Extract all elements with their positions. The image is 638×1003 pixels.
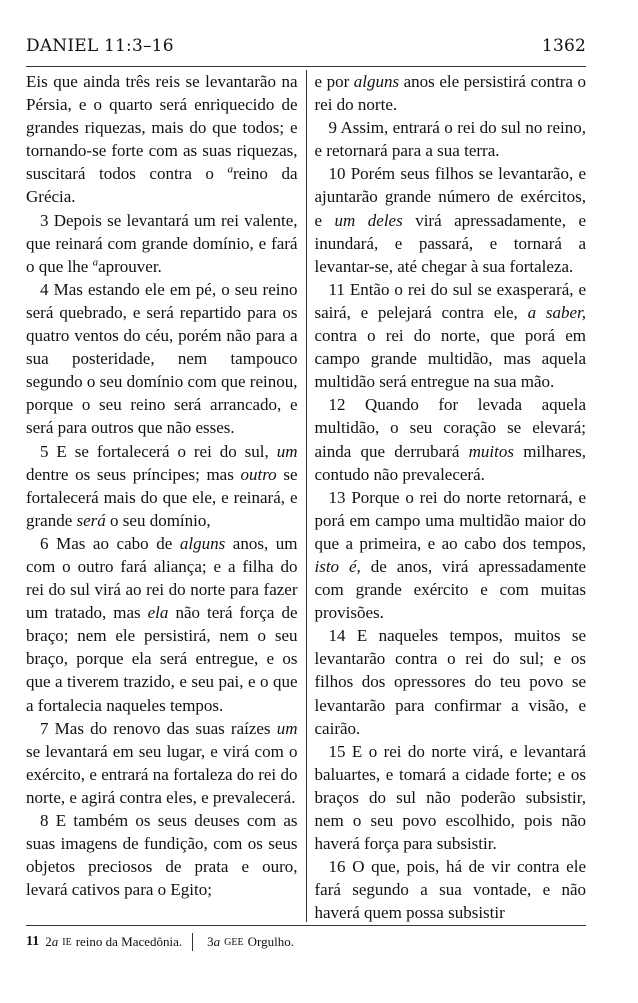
verse-text: 6 Mas ao cabo de bbox=[40, 533, 180, 553]
verse-text: 7 Mas do renovo das suas raízes bbox=[40, 718, 277, 738]
footnote-source: GEE bbox=[224, 936, 244, 948]
italic-text: outro bbox=[240, 464, 277, 484]
verse-text: reino da Grécia. bbox=[26, 164, 298, 207]
footnote-text: reino da Macedônia. bbox=[75, 934, 183, 949]
verse-text: 3 Depois se levantará um rei valente, que reinará com grande domínio, e fará o que lhe bbox=[26, 210, 298, 276]
italic-text: muitos bbox=[468, 441, 514, 461]
footnote-key: a bbox=[51, 934, 59, 949]
italic-text: a saber, bbox=[527, 302, 586, 322]
text-columns bbox=[26, 70, 586, 922]
footnotes bbox=[26, 930, 586, 954]
verse-text: dentre os seus príncipes; mas bbox=[26, 464, 241, 484]
footnote-separator bbox=[192, 933, 193, 951]
verse-text: 14 E naqueles tempos, muitos se levantarão contra o rei do sul; e os filhos dos opressores do teu povo se levantarão para confirmar a visão, e cairão. bbox=[314, 626, 586, 738]
footnote bbox=[45, 934, 182, 950]
verse-text: 13 Porque o rei do norte retornará, e porá em campo uma multidão maior do que a primeira, e ao cabo dos tempos, bbox=[314, 487, 586, 553]
verse-paragraph bbox=[315, 162, 587, 277]
verse-paragraph bbox=[26, 717, 298, 809]
verse-text: e por bbox=[314, 72, 354, 91]
verse-text: virá apressadamente, e inundará, e passará, e tornará a levantar-se, até chegar à sua fortaleza. bbox=[314, 210, 586, 276]
verse-paragraph bbox=[315, 740, 587, 855]
verse-text: 9 Assim, entrará o rei do sul no reino, e retornará para a sua terra. bbox=[314, 118, 586, 161]
left-column bbox=[26, 70, 306, 922]
verse-text: milhares, contudo não prevalecerá. bbox=[314, 441, 586, 484]
verse-text: 10 Porém seus filhos se levantarão, e ajuntarão grande número de exércitos, e bbox=[314, 164, 586, 230]
verse-text: 5 E se fortalecerá o rei do sul, bbox=[40, 441, 277, 461]
footnote-marker: a bbox=[227, 163, 233, 176]
italic-text: um deles bbox=[334, 210, 403, 230]
header-rule bbox=[26, 66, 586, 67]
footnote-key: a bbox=[213, 934, 221, 949]
verse-paragraph bbox=[315, 393, 587, 485]
verse-text: anos ele persistirá contra o rei do norte. bbox=[314, 72, 586, 115]
verse-paragraph bbox=[26, 809, 298, 901]
verse-paragraph bbox=[26, 209, 298, 278]
footnote-chapter: 11 bbox=[26, 934, 40, 949]
footnote-text: Orgulho. bbox=[247, 934, 294, 949]
verse-text: se fortalecerá mais do que ele, e reinará, e grande bbox=[26, 464, 298, 530]
verse-paragraph bbox=[26, 532, 298, 717]
verse-paragraph bbox=[26, 278, 298, 440]
footnote-source: IE bbox=[62, 936, 72, 948]
footnote-verse: 3 bbox=[207, 934, 214, 949]
verse-paragraph bbox=[26, 440, 298, 532]
verse-paragraph bbox=[315, 116, 587, 162]
verse-text: contra o rei do norte, que porá em campo grande multidão, mas aquela multidão será entregue na sua mão. bbox=[314, 326, 586, 392]
verse-text: de anos, virá apressadamente com grande exército e com muitas provisões. bbox=[314, 556, 586, 623]
italic-text: ela bbox=[147, 603, 169, 623]
verse-paragraph bbox=[315, 278, 587, 393]
italic-text: um bbox=[276, 718, 298, 738]
italic-text: um bbox=[276, 441, 298, 461]
verse-text: 16 O que, pois, há de vir contra ele fará segundo a sua vontade, e não haverá quem possa subsistir bbox=[314, 857, 586, 922]
verse-paragraph bbox=[315, 855, 587, 922]
verse-text: anos, um com o outro fará aliança; e a filha do rei do sul virá ao rei do norte para fazer um tratado, mas bbox=[26, 533, 298, 623]
verse-paragraph bbox=[315, 486, 587, 625]
italic-text: alguns bbox=[353, 72, 400, 91]
verse-paragraph bbox=[315, 624, 587, 739]
verse-text: 4 Mas estando ele em pé, o seu reino será quebrado, e será repartido para os quatro ventos do céu, porém não para a sua posteridade, nem tampouco segundo o seu domínio com que reinou, porque o seu reino será arrancado, e será para outros que não esses. bbox=[26, 279, 298, 438]
chapter-reference: DANIEL 11:3–16 bbox=[26, 36, 174, 56]
right-column bbox=[307, 70, 587, 922]
italic-text: será bbox=[76, 510, 106, 530]
footer-rule bbox=[26, 925, 586, 926]
verse-text: o seu domínio, bbox=[105, 510, 211, 530]
footnote-verse: 2 bbox=[45, 934, 52, 949]
footnote bbox=[207, 934, 294, 950]
page-header bbox=[26, 36, 586, 62]
italic-text: isto é, bbox=[314, 556, 361, 576]
verse-text: 11 Então o rei do sul se exasperará, e sairá, e pelejará contra ele, bbox=[314, 279, 586, 322]
verse-continuation bbox=[315, 70, 587, 116]
verse-text: se levantará em seu lugar, e virá com o exército, e entrará na fortaleza do rei do norte, e agirá contra eles, e prevalecerá. bbox=[26, 741, 298, 807]
footnote-marker: a bbox=[92, 256, 99, 269]
verse-text: aprouver. bbox=[98, 256, 162, 276]
page-number: 1362 bbox=[541, 36, 586, 56]
verse-text: Eis que ainda três reis se levantarão na Pérsia, e o quarto será enriquecido de grandes riquezas, mais do que todos; e tornando-se forte com as suas riquezas, suscitará todos contra o bbox=[26, 72, 298, 184]
verse-text: 12 Quando for levada aquela multidão, o seu coração se elevará; ainda que derrubará bbox=[314, 395, 586, 461]
verse-text: 15 E o rei do norte virá, e levantará baluartes, e tomará a cidade forte; e os braços do sul não poderão subsistir, nem o seu povo escolhido, pois não haverá força para subsistir. bbox=[314, 741, 586, 854]
verse-continuation bbox=[26, 70, 298, 209]
italic-text: alguns bbox=[179, 533, 226, 553]
verse-text: não terá força de braço; nem ele persistirá, nem o seu braço, porque ela será entregue, e os que a tiverem trazido, e seu pai, e o que a fortalecia naqueles tempos. bbox=[26, 603, 298, 715]
verse-text: 8 E também os seus deuses com as suas imagens de fundição, com os seus objetos preciosos de prata e ouro, levará cativos para o Egito; bbox=[26, 811, 298, 900]
